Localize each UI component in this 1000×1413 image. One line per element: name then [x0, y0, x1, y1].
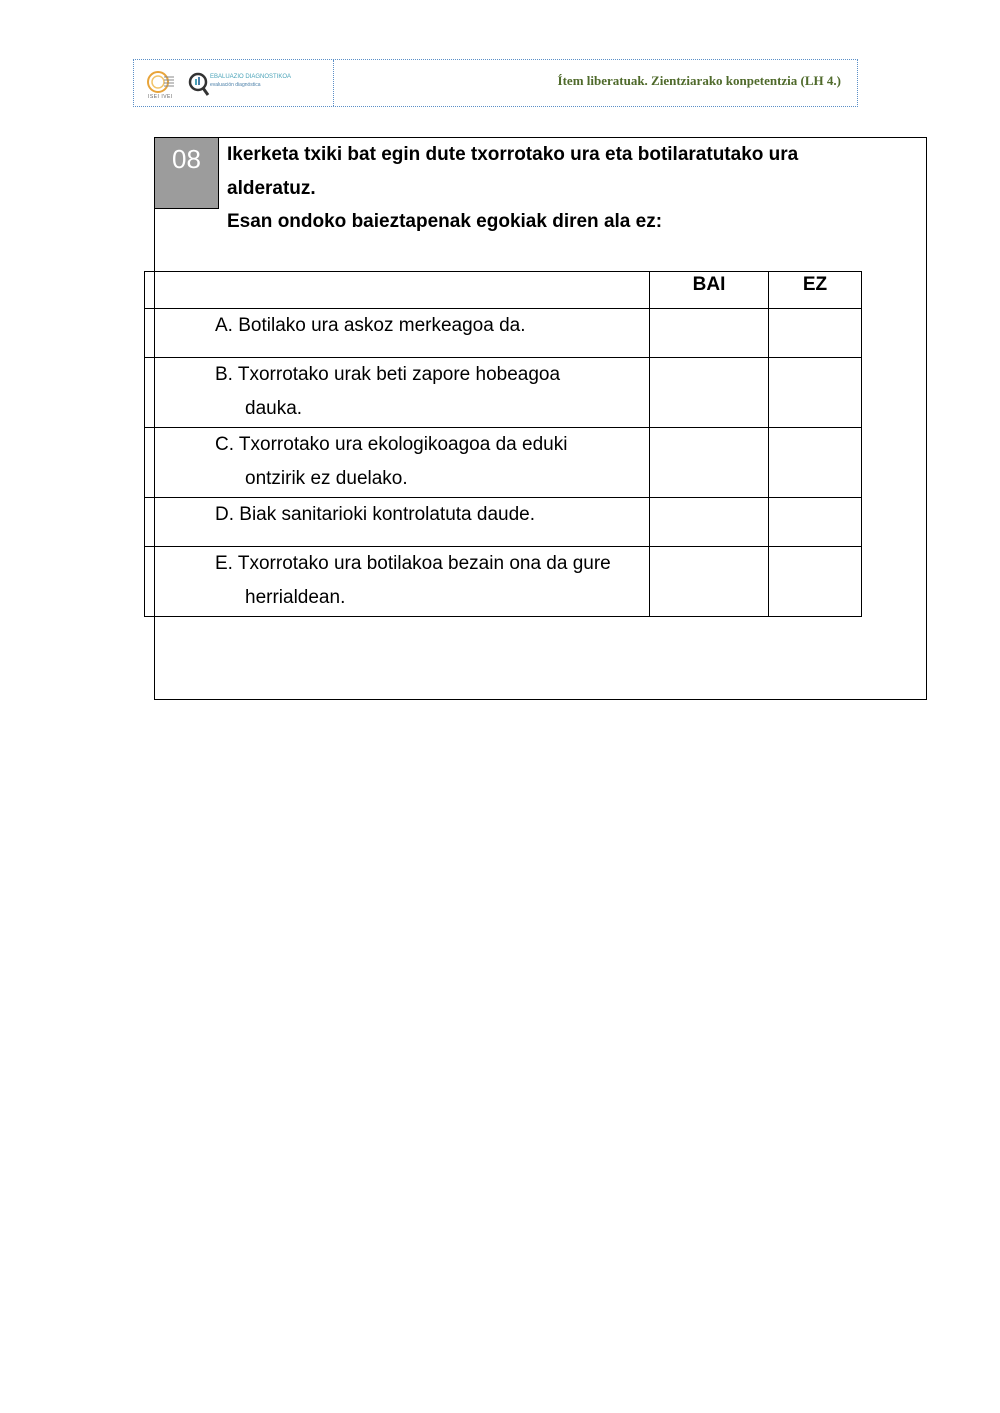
- table-row: [145, 358, 862, 428]
- answer-ez-cell[interactable]: [769, 358, 862, 428]
- table-row: [145, 428, 862, 498]
- column-header-statement: [145, 272, 650, 309]
- column-header-ez: EZ: [769, 272, 862, 309]
- header-title: Ítem liberatuak. Zientziarako konpetentzia (LH 4.): [557, 73, 841, 88]
- answer-bai-cell[interactable]: [650, 358, 769, 428]
- statement-text: B. Txorrotako urak beti zapore hobeagoa: [215, 364, 561, 385]
- column-header-bai: BAI: [650, 272, 769, 309]
- eval-logo-text: EBALUAZIO DIAGNOSTIKOA: [210, 74, 292, 80]
- statement-cell: [145, 358, 650, 428]
- answer-ez-cell[interactable]: [769, 428, 862, 498]
- question-instruction: Esan ondoko baieztapenak egokiak diren ala ez:: [227, 211, 663, 232]
- question-number: 08: [154, 137, 219, 209]
- statement-text-continuation: ontzirik ez duelako.: [245, 468, 408, 489]
- page-header: [133, 59, 858, 107]
- statement-cell: [145, 428, 650, 498]
- eval-logo-subtext: evaluación diagnóstica: [210, 82, 261, 88]
- answer-bai-cell[interactable]: [650, 498, 769, 547]
- statement-text: E. Txorrotako ura botilakoa bezain ona da gure: [215, 553, 611, 574]
- table-row: [145, 547, 862, 617]
- statement-text: D. Biak sanitarioki kontrolatuta daude.: [215, 504, 536, 525]
- answer-bai-cell[interactable]: [650, 547, 769, 617]
- answer-table: [144, 271, 862, 617]
- statement-text: A. Botilako ura askoz merkeagoa da.: [215, 315, 526, 336]
- statement-text-continuation: dauka.: [245, 398, 303, 419]
- statement-text-continuation: herrialdean.: [245, 587, 346, 608]
- answer-bai-cell[interactable]: [650, 428, 769, 498]
- question-text: Ikerketa txiki bat egin dute txorrotako ura eta botilaratutako ura alderatuz.: [227, 144, 799, 199]
- answer-bai-cell[interactable]: [650, 309, 769, 358]
- table-row: [145, 498, 862, 547]
- statement-cell: [145, 547, 650, 617]
- statement-cell: [145, 498, 650, 547]
- statement-cell: [145, 309, 650, 358]
- answer-ez-cell[interactable]: [769, 309, 862, 358]
- answer-ez-cell[interactable]: [769, 547, 862, 617]
- answer-ez-cell[interactable]: [769, 498, 862, 547]
- header-divider: [333, 60, 334, 106]
- isei-ivei-logo-text: ISEI IVEI: [148, 94, 173, 100]
- table-row: [145, 309, 862, 358]
- statement-text: C. Txorrotako ura ekologikoagoa da eduki: [215, 434, 568, 455]
- table-header-row: [145, 272, 862, 309]
